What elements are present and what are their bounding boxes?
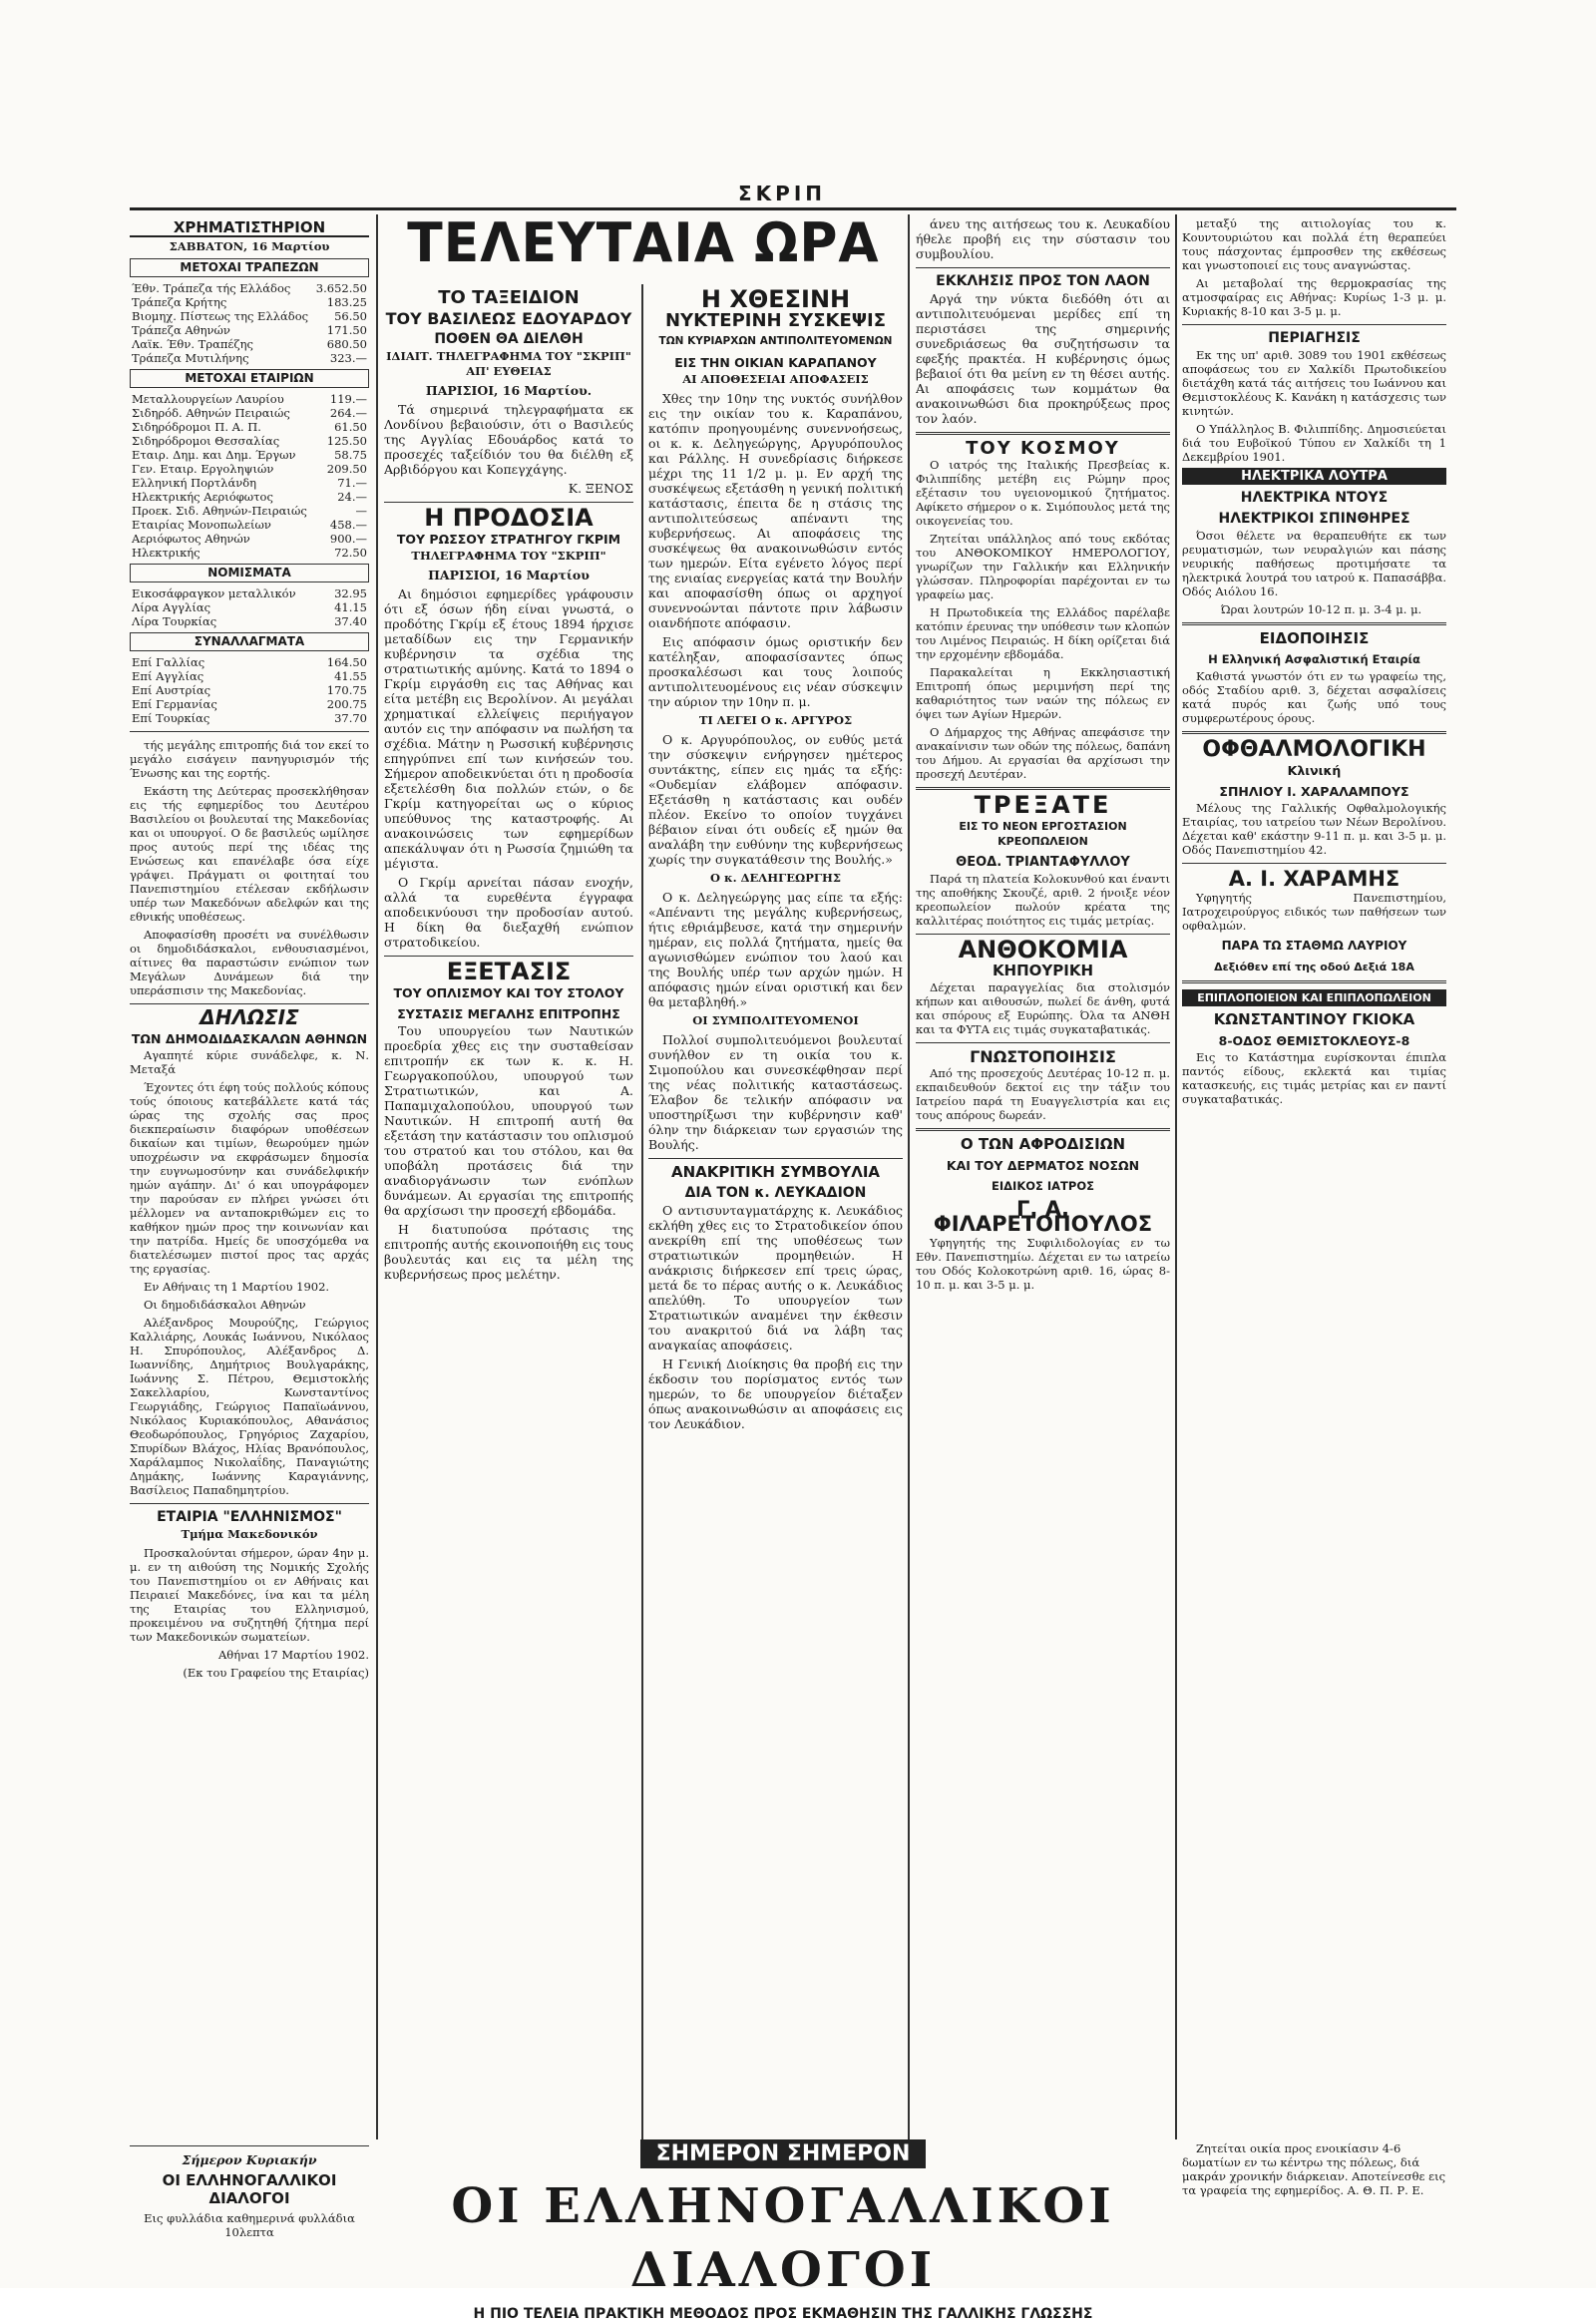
decisions-label: ΑΙ ΑΠΟΘΕΣΕΙΑΙ ΑΠΟΦΑΣΕΙΣ — [682, 372, 869, 386]
sec-currency: ΝΟΜΙΣΜΑΤΑ — [130, 564, 369, 582]
row-label: Λίρα Τουρκίας — [132, 614, 217, 628]
periagisis-body-2: Ο Υπάλληλος Β. Φιλιππίδης. Δημοσιεύεται διά του Ευβοϊκού Τύπου εν Χαλκίδι τη 1 Δεκεμβρίου 1901. — [1182, 422, 1446, 464]
row-value: 680.50 — [326, 337, 367, 351]
row-label: Εταιρ. Δημ. και Δημ. Έργων — [132, 448, 296, 462]
column-rule — [908, 214, 910, 2139]
heading-periagisis: ΠΕΡΙΑΓΗΣΙΣ — [1268, 330, 1361, 346]
society-body-4: Παρακαλείται η Εκκλησιαστική Επιτροπή όπως μεριμνήση περί της καθαριότητος των ναών της πόλεως εν όψει των Αγίων Ημερών. — [916, 665, 1170, 721]
row-value: 3.652.50 — [315, 281, 367, 295]
article-sympolitevomenoi-body: Πολλοί συμπολιτευόμενοι βουλευταί συνήλθον εν τη οικία του κ. Σιμοπούλου και συνεσκέφθησαν περί της νέας πολιτικής καταστάσεως. Έλαβον δε τελικήν απόφασιν να υποστηρίξωσι την κυβέρνησιν καθ' όλην την διάρκειαν των εργασιών της Βουλής. — [648, 1032, 903, 1152]
column-rule — [1175, 214, 1177, 2139]
bottom-right-text: Ζητείται οικία προς ενοικίασιν 4-6 δωματίων εν τω κέντρω της πόλεως, διά μακράν χρονικήν διάρκειαν. Αποτείνεσθε εις τα γραφεία της εφημερίδος. Α. Θ. Π. Ρ. Ε. — [1182, 2141, 1446, 2197]
row-value: 458.— — [329, 518, 367, 532]
table-row — [130, 697, 369, 711]
bourse-date: ΣΑΒΒΑΤΟΝ, 16 Μαρτίου — [169, 239, 330, 253]
heading-giokas: ΚΩΝΣΤΑΝΤΙΝΟΥ ΓΚΙΟΚΑ — [1213, 1010, 1415, 1028]
heading-dilosis: ΔΗΛΩΣΙΣ — [200, 1005, 299, 1029]
heading-special-doctor: ΕΙΔΙΚΟΣ ΙΑΤΡΟΣ — [992, 1179, 1094, 1193]
row-value: 125.50 — [326, 434, 367, 448]
table-row — [130, 683, 369, 697]
table-row — [130, 655, 369, 669]
article-lefkadios-body: Ο αντισυνταγματάρχης κ. Λευκάδιος εκλήθη χθες εις το Στρατοδικείον όπου ανεκρίθη επί της υποθέσεως των στρατιωτικών προμηθειών. Η ανάκρισις διήρκεσεν επί τρεις ώρας, μετά δε το πέρας αυτής ο κ. Λευκάδιος απελύθη. Το υπουργείον των Στρατιωτικών αναμένει την έκθεσιν του ανακριτού διά να λάβη τας αναγκαίας αποφάσεις. — [648, 1203, 903, 1353]
row-label: Έθν. Τράπεζα τής Ελλάδος — [132, 281, 291, 295]
row-label: Σιδηρόδρομοι Π. Α. Π. — [132, 420, 261, 434]
row-label: Αεριόφωτος Αθηνών — [132, 532, 250, 546]
row-label: Μεταλλουργείων Λαυρίου — [132, 392, 284, 406]
row-label: Γεν. Εταιρ. Εργοληψιών — [132, 462, 274, 476]
bottom-left-line: Εις φυλλάδια καθημερινά φυλλάδια 10λεπτα — [144, 2211, 355, 2239]
bottom-right-ad — [1182, 2139, 1446, 2201]
dateline-1: ΠΑΡΙΣΙΟΙ, 16 Μαρτίου. — [425, 383, 593, 398]
masthead — [130, 182, 1456, 210]
row-value: 72.50 — [334, 546, 367, 560]
table-row — [130, 600, 369, 614]
row-label: Επί Γαλλίας — [132, 655, 205, 669]
heading-travel: ΤΟ ΤΑΞΕΙΔΙΟΝ — [438, 287, 580, 308]
insurance-body: Καθιστά γνωστόν ότι εν τω γραφείω της, οδός Σταδίου αριθ. 3, δέχεται ασφαλίσεις κατά πυρός και ζωής υπό τους συμφερωτέρους όρους. — [1182, 669, 1446, 725]
table-row — [130, 462, 369, 476]
table-row — [130, 711, 369, 725]
heading-butcher: ΕΙΣ ΤΟ ΝΕΟΝ ΕΡΓΟΣΤΑΣΙΟΝ ΚΡΕΟΠΩΛΕΙΟΝ — [959, 820, 1127, 848]
column-rule — [376, 214, 378, 2139]
row-value: 56.50 — [334, 309, 367, 323]
argyros-label: ΤΙ ΛΕΓΕΙ Ο κ. ΑΡΓΥΡΟΣ — [698, 713, 853, 727]
table-row — [130, 504, 369, 518]
row-label: Σιδηρόδρομοι Θεσσαλίας — [132, 434, 280, 448]
row-label: Ηλεκτρικής — [132, 546, 200, 560]
table-row — [130, 490, 369, 504]
society-body-1: Ο ιατρός της Ιταλικής Πρεσβείας κ. Φιλιππίδης μετέβη εις Ρώμην προς εξέτασιν του υγειονομικού ζητήματος. Αφίκετο σήμερον ο κ. Σιμόπουλος μετά της οικογενείας του. — [916, 458, 1170, 528]
table-row — [130, 281, 369, 295]
sec-bank-shares: ΜΕΤΟΧΑΙ ΤΡΑΠΕΖΩΝ — [130, 258, 369, 277]
table-row — [130, 406, 369, 420]
table-row — [130, 337, 369, 351]
bank-shares-table — [130, 281, 369, 365]
heading-treason: Η ΠΡΟΔΟΣΙΑ — [424, 504, 594, 532]
dateline-2: ΠΑΡΙΣΙΟΙ, 16 Μαρτίου — [428, 568, 590, 582]
row-value: 32.95 — [334, 586, 367, 600]
etairia-sub: Τμήμα Μακεδονικόν — [181, 1527, 318, 1541]
heading-run: ΤΡΕΞΑΤΕ — [974, 791, 1112, 819]
heading-opposition: ΤΩΝ ΚΥΡΙΑΡΧΩΝ ΑΝΤΙΠΟΛΙΤΕΥΟΜΕΝΩΝ — [658, 335, 893, 347]
row-value: 900.— — [329, 532, 367, 546]
article-travel-body: Τά σημερινά τηλεγραφήματα εκ Λονδίνου βεβαιούσιν, ότι ο Βασιλεύς της Αγγλίας Εδουάρδος κατά το προσεχές ταξείδιόν του θα διέλθη εξ Αρβιδόργου και Κοπεγχάγης. — [384, 402, 633, 477]
row-value: — — [355, 504, 367, 518]
deligeorgis-label: Ο κ. ΔΕΛΗΓΕΩΡΓΗΣ — [709, 871, 842, 885]
row-value: 37.70 — [334, 711, 367, 725]
ophthalmology-body: Μέλους της Γαλλικής Οφθαλμολογικής Εταιρίας, του ιατρείου των Νέων Βερολίνου. Δέχεται καθ' εκάστην 9-11 π. μ. και 3-5 μ. μ. Οδός Πανεπιστημίου 42. — [1182, 801, 1446, 857]
article-armament-body-2: Η διατυπούσα πρότασις της επιτροπής αυτής εκοινοποιήθη εις τους βουλευτάς και εις τα μέλη της κυβερνήσεως προς μελέτην. — [384, 1222, 633, 1282]
table-row — [130, 614, 369, 628]
table-row — [130, 448, 369, 462]
heading-charamis: Α. Ι. ΧΑΡΑΜΗΣ — [1228, 867, 1400, 891]
table-row — [130, 309, 369, 323]
table-row — [130, 546, 369, 560]
table-row — [130, 476, 369, 490]
etairia-body: Προσκαλούνται σήμερον, ώραν 4ην μ. μ. εν τη αιθούση της Νομικής Σχολής του Πανεπιστημίου οι εν Αθήναις και Πειραιεί Μακεδόνες, ίνα και τα μέλη της Εταιρίας του Ελληνισμού, προκειμένου να συζητηθή ζήτημα περί των Μακεδονικών σωματείων. — [130, 1546, 369, 1644]
row-value: 200.75 — [326, 697, 367, 711]
filaretopoulos-body: Υφηγητής της Συφιλιδολογίας εν τω Εθν. Πανεπιστημίω. Δέχεται εν τω ιατρείω του Οδός Κολοκοτρώνη αριθ. 16, ώρας 8-10 π. μ. και 3-5 μ. μ. — [916, 1236, 1170, 1292]
heading-committee: ΣΥΣΤΑΣΙΣ ΜΕΓΑΛΗΣ ΕΠΙΤΡΟΠΗΣ — [397, 1006, 620, 1021]
row-value: 41.55 — [334, 669, 367, 683]
telegram-label-1: ΙΔΙΑΙΤ. ΤΗΛΕΓΡΑΦΗΜΑ ΤΟΥ "ΣΚΡΙΠ" ΑΠ' ΕΥΘΕΙΑΣ — [386, 349, 631, 378]
bottom-left-kicker: Σήμερον Κυριακήν — [182, 2152, 317, 2167]
dimo-intro: Αγαπητέ κύριε συνάδελφε, κ. Ν. Μεταξά — [130, 1048, 369, 1076]
heading-karapanos-house: ΕΙΣ ΤΗΝ ΟΙΚΙΑΝ ΚΑΡΑΠΑΝΟΥ — [674, 355, 877, 370]
heading-travel-route: ΠΟΘΕΝ ΘΑ ΔΙΕΛΘΗ — [434, 331, 584, 347]
banner-title: ΟΙ ΕΛΛΗΝΟΓΑΛΛΙΚΟΙ ΔΙΑΛΟΓΟΙ — [451, 2178, 1115, 2298]
table-row — [130, 295, 369, 309]
article-meeting-body-2: Εις απόφασιν όμως οριστικήν δεν κατέληξαν, αποφασίσαντες όπως προσκαλέσωσι και τους λοιπούς αντιπολιτευομένους εις νέαν σύσκεψιν την αύριον την 10ην π. μ. — [648, 634, 903, 709]
heading-armament: ΤΟΥ ΟΠΛΙΣΜΟΥ ΚΑΙ ΤΟΥ ΣΤΟΛΟΥ — [393, 985, 624, 1000]
society-body-3: Η Πρωτοδικεία της Ελλάδος παρέλαβε κατόπιν έρευνας την υπόθεσιν των κλοπών του Λιμένος Πειραιώς. Η δίκη ορίζεται διά την ερχομένην εβδομάδα. — [916, 605, 1170, 661]
periagisis-body: Εκ της υπ' αριθ. 3089 του 1901 εκθέσεως αποφάσεως του εν Χαλκίδι Πρωτοδικείου διετάχθη κατά τάς αιτήσεις του Ιωάννου και Θεμιστοκλέους Κ. Κανάκη η κατάσχεσις των κινητών. — [1182, 348, 1446, 418]
row-value: 170.75 — [326, 683, 367, 697]
last-hour-title: ΤΕΛΕΥΤΑΙΑ ΩΡΑ — [407, 214, 880, 275]
heading-travel-king: ΤΟΥ ΒΑΣΙΛΕΩΣ ΕΔΟΥΑΡΔΟΥ — [385, 309, 632, 328]
row-value: 264.— — [329, 406, 367, 420]
table-row — [130, 669, 369, 683]
electric-hours: Ώραι λουτρών 10-12 π. μ. 3-4 μ. μ. — [1220, 602, 1422, 616]
table-row — [130, 351, 369, 365]
heading-charalambous: ΣΠΗΛΙΟΥ Ι. ΧΑΡΑΛΑΜΠΟΥΣ — [1219, 784, 1409, 799]
article-armament-body: Του υπουργείου των Ναυτικών προεδρία χθες εις την συσταθείσαν επιτροπήν εκ των κ. κ. Η. Γεωργακοπούλου, υπουργού των Στρατιωτικών, και Α. Παπαμιχαλοπούλου, υπουργού των Ναυτικών. Η επιτροπή αυτή θα εξετάση την κατάστασιν του οπλισμού του στρατού και του στόλου, και θα υποβάλη προτάσεις διά την αναδιοργάνωσιν των ενόπλων δυνάμεων. Αι εργασίαι της επιτροπής θα αρχίσωσι την προσεχή εβδομάδα. — [384, 1023, 633, 1218]
table-row — [130, 323, 369, 337]
table-row — [130, 420, 369, 434]
sec-exchange: ΣΥΝΑΛΛΑΓΜΑΤΑ — [130, 632, 369, 651]
heading-examination: ΕΞΕΤΑΣΙΣ — [446, 958, 572, 985]
row-label: Τράπεζα Μυτιλήνης — [132, 351, 249, 365]
charamis-body: Υφηγητής Πανεπιστημίου, Ιατροχειρούργος ειδικός των παθήσεων των οφθαλμών. — [1182, 891, 1446, 933]
heading-notice: ΕΙΔΟΠΟΙΗΣΙΣ — [1259, 629, 1370, 647]
dimo-date: Εν Αθήναις τη 1 Μαρτίου 1902. — [144, 1280, 330, 1294]
row-value: 164.50 — [326, 655, 367, 669]
bottom-left-title: ΟΙ ΕΛΛΗΝΟΓΑΛΛΙΚΟΙ ΔΙΑΛΟΓΟΙ — [162, 2171, 337, 2207]
col5-body-1: μεταξύ της αιτιολογίας του κ. Κουντουριώτου και πολλά έτη θεραπεύει τους πάσχοντας έμπροσθεν της εκθέσεως και γνωστοποιεί εις τους αναγνώστας. — [1182, 216, 1446, 272]
article-argyros-body: Ο κ. Αργυρόπουλος, ον ευθύς μετά την σύσκεψιν ενήργησεν ημέτερος συντάκτης, είπεν εις ημάς τα εξής: «Ουδεμίαν ελάβομεν απόφασιν. Εξετάσθη η κατάστασις και ουδέν πλέον. Εκείνο το οποίον τυγχάνει βέβαιον είναι ότι ουδείς εξ ημών θα αναλάβη την ευθύνην της κυβερνήσεως χωρίς την συγκατάθεσιν της Βουλής.» — [648, 732, 903, 867]
row-value: 41.15 — [334, 600, 367, 614]
row-value: 58.75 — [334, 448, 367, 462]
article-meeting-body: Χθες την 10ην της νυκτός συνήλθον εις την οικίαν του κ. Καραπάνου, κατόπιν προηγουμένης συνεννοήσεως, οι κ. κ. Δεληγεώργης, Αργυρόπουλος και Ράλλης. Η συνεδρίασις διήρκεσε μέχρι της 11 1/2 μ. μ. Εν αρχή της συσκέψεως εξετάσθη η γενική πολιτική κατάστασις, έπειτα δε η στάσις της αντιπολιτεύσεως απέναντι της κυβερνήσεως. Αι αποφάσεις της συσκέψεως θα ανακοινωθώσιν εντός των ημερών. Είτα εγένετο λόγος περί της ενιαίας ενεργείας κατά την Βουλήν και αποφασίσθη όπως οι αρχηγοί συνεννοώνται πάντοτε πριν λάβωσιν οιανδήποτε απόφασιν. — [648, 391, 903, 630]
column-rule — [641, 284, 643, 2139]
heading-yesterday: Η ΧΘΕΣΙΝΗ — [700, 285, 851, 313]
heading-announcement: ΓΝΩΣΤΟΠΟΙΗΣΙΣ — [970, 1047, 1116, 1066]
heading-kipouriki: ΚΗΠΟΥΡΙΚΗ — [992, 962, 1094, 979]
row-label: Εταιρίας Μονοπωλείων — [132, 518, 271, 532]
row-label: Βιομηχ. Πίστεως της Ελλάδος — [132, 309, 309, 323]
bottom-left-ad — [130, 2139, 369, 2239]
article-appeal-body: Αργά την νύκτα διεδόθη ότι αι αντιπολιτευόμεναι μερίδες επί τη περιστάσει της σημερινής συνεδριάσεως θα συζητήσωσιν τα εφεξής πρακτέα. Η κυβέρνησις όμως βεβαιοί ότι θα μείνη εν τη θέσει αυτής. Αι αποφάσεις των κομμάτων θα ανακοινωθώσι δια προκηρύξεως προς τον λαόν. — [916, 291, 1170, 426]
heading-ophthalmology: ΟΦΘΑΛΜΟΛΟΓΙΚΗ — [1202, 737, 1426, 762]
row-label: Προεκ. Σιδ. Αθηνών-Πειραιώς — [132, 504, 307, 518]
table-row — [130, 434, 369, 448]
heading-triantafyllou: ΘΕΟΔ. ΤΡΙΑΝΤΑΦΥΛΛΟΥ — [956, 855, 1130, 870]
newspaper-name: ΣΚΡΙΠ — [738, 182, 826, 205]
currency-table — [130, 586, 369, 628]
section-title-bourse: ΧΡΗΜΑΤΙΣΤΗΡΙΟΝ — [130, 220, 369, 237]
heading-treason-sub: ΤΟΥ ΡΩΣΣΟΥ ΣΤΡΑΤΗΓΟΥ ΓΚΡΙΜ — [396, 532, 621, 547]
heading-dexia: Δεξιόθεν επί της οδού Δεξιά 18Α — [1214, 961, 1414, 973]
heading-furniture: ΕΠΙΠΛΟΠΟΙΕΙΟΝ ΚΑΙ ΕΠΙΠΛΟΠΩΛΕΙΟΝ — [1182, 989, 1446, 1006]
row-label: Τράπεζα Κρήτης — [132, 295, 227, 309]
telegram-label-2: ΤΗΛΕΓΡΑΦΗΜΑ ΤΟΥ "ΣΚΡΙΠ" — [411, 549, 606, 563]
heading-etairia: ΕΤΑΙΡΙΑ "ΕΛΛΗΝΙΣΜΟΣ" — [157, 1509, 342, 1525]
heading-clinic: Κλινική — [1287, 763, 1342, 778]
table-row — [130, 392, 369, 406]
society-body-2: Ζητείται υπάλληλος από τους εκδότας του ΑΝΘΟΚΟΜΙΚΟΥ ΗΜΕΡΟΛΟΓΙΟΥ, γνωρίζων την Γαλλικήν και Ελληνικήν γλώσσαν. Πληροφορίαι παρέχονται εν τω γραφείω μας. — [916, 532, 1170, 601]
heading-skin-diseases: ΚΑΙ ΤΟΥ ΔΕΡΜΑΤΟΣ ΝΟΣΩΝ — [946, 1158, 1140, 1173]
society-body-5: Ο Δήμαρχος της Αθήνας απεφάσισε την ανακαίνισιν των οδών της πόλεως, δαπάνη του Δήμου. Αι εργασίαι θα αρχίσωσι την προσεχή Δευτέραν. — [916, 725, 1170, 781]
row-label: Σιδηρόδ. Αθηνών Πειραιώς — [132, 406, 290, 420]
heading-filaretopoulos: Γ. Α. ΦΙΛΑΡΕΤΟΠΟΥΛΟΣ — [933, 1197, 1153, 1236]
col1-para2: Αποφασίσθη προσέτι να συνέλθωσιν οι δημοδιδάσκαλοι, ενθουσιασμένοι, αίτινες θα παραστώσιν ενώπιον των Μεγάλων Δυνάμεων διά την υπεράσπισιν της Μακεδονίας. — [130, 928, 369, 997]
etairia-date: Αθήναι 17 Μαρτίου 1902. — [218, 1648, 369, 1662]
column-1 — [130, 214, 369, 2139]
company-shares-table — [130, 392, 369, 560]
heading-night-meeting: ΝΥΚΤΕΡΙΝΗ ΣΥΣΚΕΨΙΣ — [664, 310, 887, 331]
heading-electric-showers: ΗΛΕΚΤΡΙΚΑ ΝΤΟΥΣ — [1240, 490, 1389, 506]
row-label: Επί Αυστρίας — [132, 683, 211, 697]
banner-subline: Η ΠΙΟ ΤΕΛΕΙΑ ΠΡΑΚΤΙΚΗ ΜΕΘΟΔΟΣ ΠΡΟΣ ΕΚΜΑΘΗΣΙΝ ΤΗΣ ΓΑΛΛΙΚΗΣ ΓΛΩΣΣΗΣ — [473, 2306, 1093, 2322]
row-value: 119.— — [329, 392, 367, 406]
heading-anthokomia: ΑΝΘΟΚΟΜΙΑ — [958, 936, 1128, 964]
col5-body-2: Αι μεταβολαί της θερμοκρασίας της ατμοσφαίρας εις Αθήνας: Κυρίως 1-3 μ. μ. Κυριακής 8-10 και 3-5 μ. μ. — [1182, 276, 1446, 318]
row-label: Επί Τουρκίας — [132, 711, 210, 725]
heading-themistokleous: 8-ΟΔΟΣ ΘΕΜΙΣΤΟΚΛΕΟΥΣ-8 — [1218, 1033, 1410, 1048]
dimo-body: Έχοντες ότι έφη τούς πολλούς κόπους τούς όποιους κατεβάλλετε κατά τάς ώρας της σχολής σας προς διεκπεραίωσιν διαφόρων υποθέσεων δικαίων και τιμίων, θεωρούμεν ημών υποχρέωσιν να εκφράσωμεν δημοσία την ευγνωμοσύνην και συνάδελφικήν ημών αγάπην. Δι' ό και υπογράφομεν την παρούσαν εν πλήρει γνώσει ότι μέλλομεν να ανταποκριθώμεν εις το καθήκον ημών προς την κοινωνίαν και την πατρίδα. Ημείς δε υποσχόμεθα να διατελέσωμεν πιστοί προς τας αρχάς της εργασίας. — [130, 1080, 369, 1276]
row-label: Επί Αγγλίας — [132, 669, 204, 683]
col1-intro: τής μεγάλης επιτροπής διά τον εκεί το μεγάλο εισάγειν πανηγυρισμόν τής Ένωσης και της εορτής. — [130, 738, 369, 780]
dimo-names-lead: Οι δημοδιδάσκαλοι Αθηνών — [144, 1298, 306, 1312]
column-5 — [1182, 214, 1446, 2139]
row-value: 323.— — [329, 351, 367, 365]
col1-para1: Εκάστη της Δεύτερας προσεκλήθησαν εις τής εφημερίδος του Δευτέρου Βασιλείου οι βουλευταί της Μακεδονίας και οι υπουργοί. Ο δε βασιλεύς ωμίλησε προς αυτούς περί της ιδέας της Ενώσεως και επανέλαβε όσα είχε γράψει. Πράγματι οι φοιτηταί του Πανεπιστημίου ετέλεσαν εκδήλωσιν υπέρ των Μακεδόνων αδελφών και της εθνικής υποθέσεως. — [130, 784, 369, 924]
table-row — [130, 518, 369, 532]
row-label: Επί Γερμανίας — [132, 697, 217, 711]
heading-lavrion-station: ΠΑΡΑ ΤΩ ΣΤΑΘΜΩ ΛΑΥΡΙΟΥ — [1221, 939, 1407, 953]
column-3 — [648, 284, 903, 2139]
heading-appeal: ΕΚΚΛΗΣΙΣ ΠΡΟΣ ΤΟΝ ΛΑΟΝ — [936, 273, 1150, 289]
sympolitevomenoi-label: ΟΙ ΣΥΜΠΟΛΙΤΕΥΟΜΕΝΟΙ — [692, 1013, 859, 1027]
heading-electric-baths: ΗΛΕΚΤΡΙΚΑ ΛΟΥΤΡΑ — [1182, 468, 1446, 485]
row-value: 171.50 — [326, 323, 367, 337]
row-label: Ελληνική Πορτλάνδη — [132, 476, 257, 490]
anthokomia-body: Δέχεται παραγγελίας δια στολισμόν κήπων και αιθουσών, πωλεί δε άνθη, φυτά και σπόρους εξ Ευρώπης. Όλα τα ΑΝΘΗ και τα ΦΥΤΑ εις τιμάς συγκαταβατικάς. — [916, 980, 1170, 1036]
row-value: 37.40 — [334, 614, 367, 628]
heading-electric-sparks: ΗΛΕΚΤΡΙΚΟΙ ΣΠΙΝΘΗΡΕΣ — [1218, 511, 1410, 527]
electric-body: Όσοι θέλετε να θεραπευθήτε εκ των ρευματισμών, των νευραλγιών και πάσης νευρικής παθήσεως προτιμήσατε τα ηλεκτρικά λουτρά του ιατρού κ. Παπασάββα. Οδός Αιόλου 16. — [1182, 529, 1446, 598]
exchange-table — [130, 655, 369, 725]
row-value: 24.— — [337, 490, 367, 504]
row-value: 71.— — [337, 476, 367, 490]
signature-xenos: Κ. ΞΕΝΟΣ — [568, 481, 633, 496]
row-label: Λαϊκ. Έθν. Τραπέζης — [132, 337, 253, 351]
heading-lefkadios: ΔΙΑ ΤΟΝ κ. ΛΕΥΚΑΔΙΟΝ — [684, 1185, 867, 1201]
column-4 — [916, 214, 1170, 2139]
table-row — [130, 532, 369, 546]
etairia-sign: (Εκ του Γραφείου της Εταιρίας) — [183, 1666, 369, 1680]
col4-intro: άνευ της αιτήσεως του κ. Λευκαδίου ήθελε προβή εις την σύστασιν του συμβουλίου. — [916, 216, 1170, 261]
announcement-body: Από της προσεχούς Δευτέρας 10-12 π. μ. εκπαιδευθούν δεκτοί εις την τάξιν του Ιατρείου παρά τη Ευαγγελιστρία και εις τους απόρους δωρεάν. — [916, 1066, 1170, 1122]
row-label: Εικοσάφραγκον μεταλλικόν — [132, 586, 296, 600]
heading-afrodisia: Ο ΤΩΝ ΑΦΡΟΔΙΣΙΩΝ — [960, 1135, 1126, 1153]
butcher-body: Παρά τη πλατεία Κολοκυνθού και έναντι της αποθήκης Σκουζέ, αριθ. 2 ήνοιξε νέον κρεοπωλείον πωλούν κρέατα της καλλιτέρας ποιότητος εις τιμάς μετρίας. — [916, 872, 1170, 928]
row-label: Λίρα Αγγλίας — [132, 600, 211, 614]
row-value: 183.25 — [326, 295, 367, 309]
heading-society: ΤΟΥ ΚΟΣΜΟΥ — [966, 438, 1120, 459]
article-treason-body-2: Ο Γκρίμ αρνείται πάσαν ενοχήν, αλλά τα ευρεθέντα έγγραφα αποδεικνύουσι την προδοσίαν αυτού. Η δίκη θα διεξαχθή ενώπιον στρατοδικείου. — [384, 875, 633, 950]
banner-today: ΣΗΜΕΡΟΝ ΣΗΜΕΡΟΝ — [640, 2139, 927, 2168]
column-2-body — [384, 284, 633, 2139]
article-treason-body: Αι δημόσιοι εφημερίδες γράφουσιν ότι εξ όσων ήδη είναι γνωστά, ο προδότης Γκρίμ εξ έτους 1894 ήρχισε μεταδίδων εις την Γερμανικήν κυβέρνησιν τα σχέδια της στρατιωτικής αμύνης. Κατά το 1894 ο Γκρίμ ειργάσθη εις τας Αθήνας και είτα μετέβη εις Βερολίνον. Αι μεγάλαι χρηματικαί ελλείψεις περιήγαγον αυτόν εις την απόφασιν να πωλήση τα σχέδια. Μάτην η Ρωσσική κυβέρνησις επηγρύπνει επί των κινήσεών του. Σήμερον αποδεικνύεται ότι η προδοσία εξετελέσθη δια πολλών ετών, ο δε Γκρίμ κατηγορείται ως ο κύριος υπεύθυνος της καταστροφής. Αι ανακοινώσεις των εφημερίδων απεκάλυψαν ότι η Ρωσσία ζημιώθη τα μέγιστα. — [384, 586, 633, 871]
heading-insurance: Η Ελληνική Ασφαλιστική Εταιρία — [1208, 652, 1420, 666]
furniture-body: Εις το Κατάστημα ευρίσκονται έπιπλα παντός είδους, εκλεκτά και τιμίας κατασκευής, εις τιμάς μετρίας και εν παντί συγκαταβατικάς. — [1182, 1050, 1446, 1106]
row-value: 209.50 — [326, 462, 367, 476]
dimo-names: Αλέξανδρος Μουρούζης, Γεώργιος Καλλιάρης, Λουκάς Ιωάννου, Νικόλαος Η. Σπυρόπουλος, Αλέξανδρος Δ. Ιωαννίδης, Δημήτριος Βουλγαράκης, Ιωάννης Σ. Πέτρου, Θεμιστοκλής Σακελλαρίου, Κωνσταντίνος Γεωργιάδης, Γεώργιος Παπαϊωάννου, Νικόλαος Κυριακόπουλος, Αθανάσιος Θεοδωρόπουλος, Γρηγόριος Ζαχαρίου, Σπυρίδων Βλάχος, Ηλίας Βρανόπουλος, Χαράλαμπος Νικολαΐδης, Παναγιώτης Δημάκης, Ιωάννης Καραγιάννης, Βασίλειος Παπαδημητρίου. — [130, 1316, 369, 1497]
article-deligeorgis-body: Ο κ. Δεληγεώργης μας είπε τα εξής: «Απέναντι της μεγάλης κυβερνήσεως, ήτις εθριάμβευσε, κατά την σημερινήν ημέραν, εις πολλά ζητήματα, ημείς θα αγωνισθώμεν ενώπιον του λαού και της Βουλής υπέρ των αρχών ημών. Η απόφασις ημών είναι οριστική και δεν θα μεταβληθή.» — [648, 890, 903, 1009]
sec-company-shares: ΜΕΤΟΧΑΙ ΕΤΑΙΡΙΩΝ — [130, 369, 369, 388]
row-label: Τράπεζα Αθηνών — [132, 323, 230, 337]
row-value: 61.50 — [334, 420, 367, 434]
article-lefkadios-body-2: Η Γενική Διοίκησις θα προβή εις την έκδοσιν του πορίσματος εντός των ημερών, το δε υπουργείον διέταξεν όπως ανακοινωθώσιν αι αποφάσεις εις τον Λευκάδιον. — [648, 1356, 903, 1431]
table-row — [130, 586, 369, 600]
heading-dimodidaskaloi: ΤΩΝ ΔΗΜΟΔΙΔΑΣΚΑΛΩΝ ΑΘΗΝΩΝ — [131, 1031, 368, 1046]
row-label: Ηλεκτρικής Αεριόφωτος — [132, 490, 273, 504]
heading-investigation: ΑΝΑΚΡΙΤΙΚΗ ΣΥΜΒΟΥΛΙΑ — [670, 1163, 881, 1181]
bottom-banner-ad — [389, 2139, 1177, 2322]
